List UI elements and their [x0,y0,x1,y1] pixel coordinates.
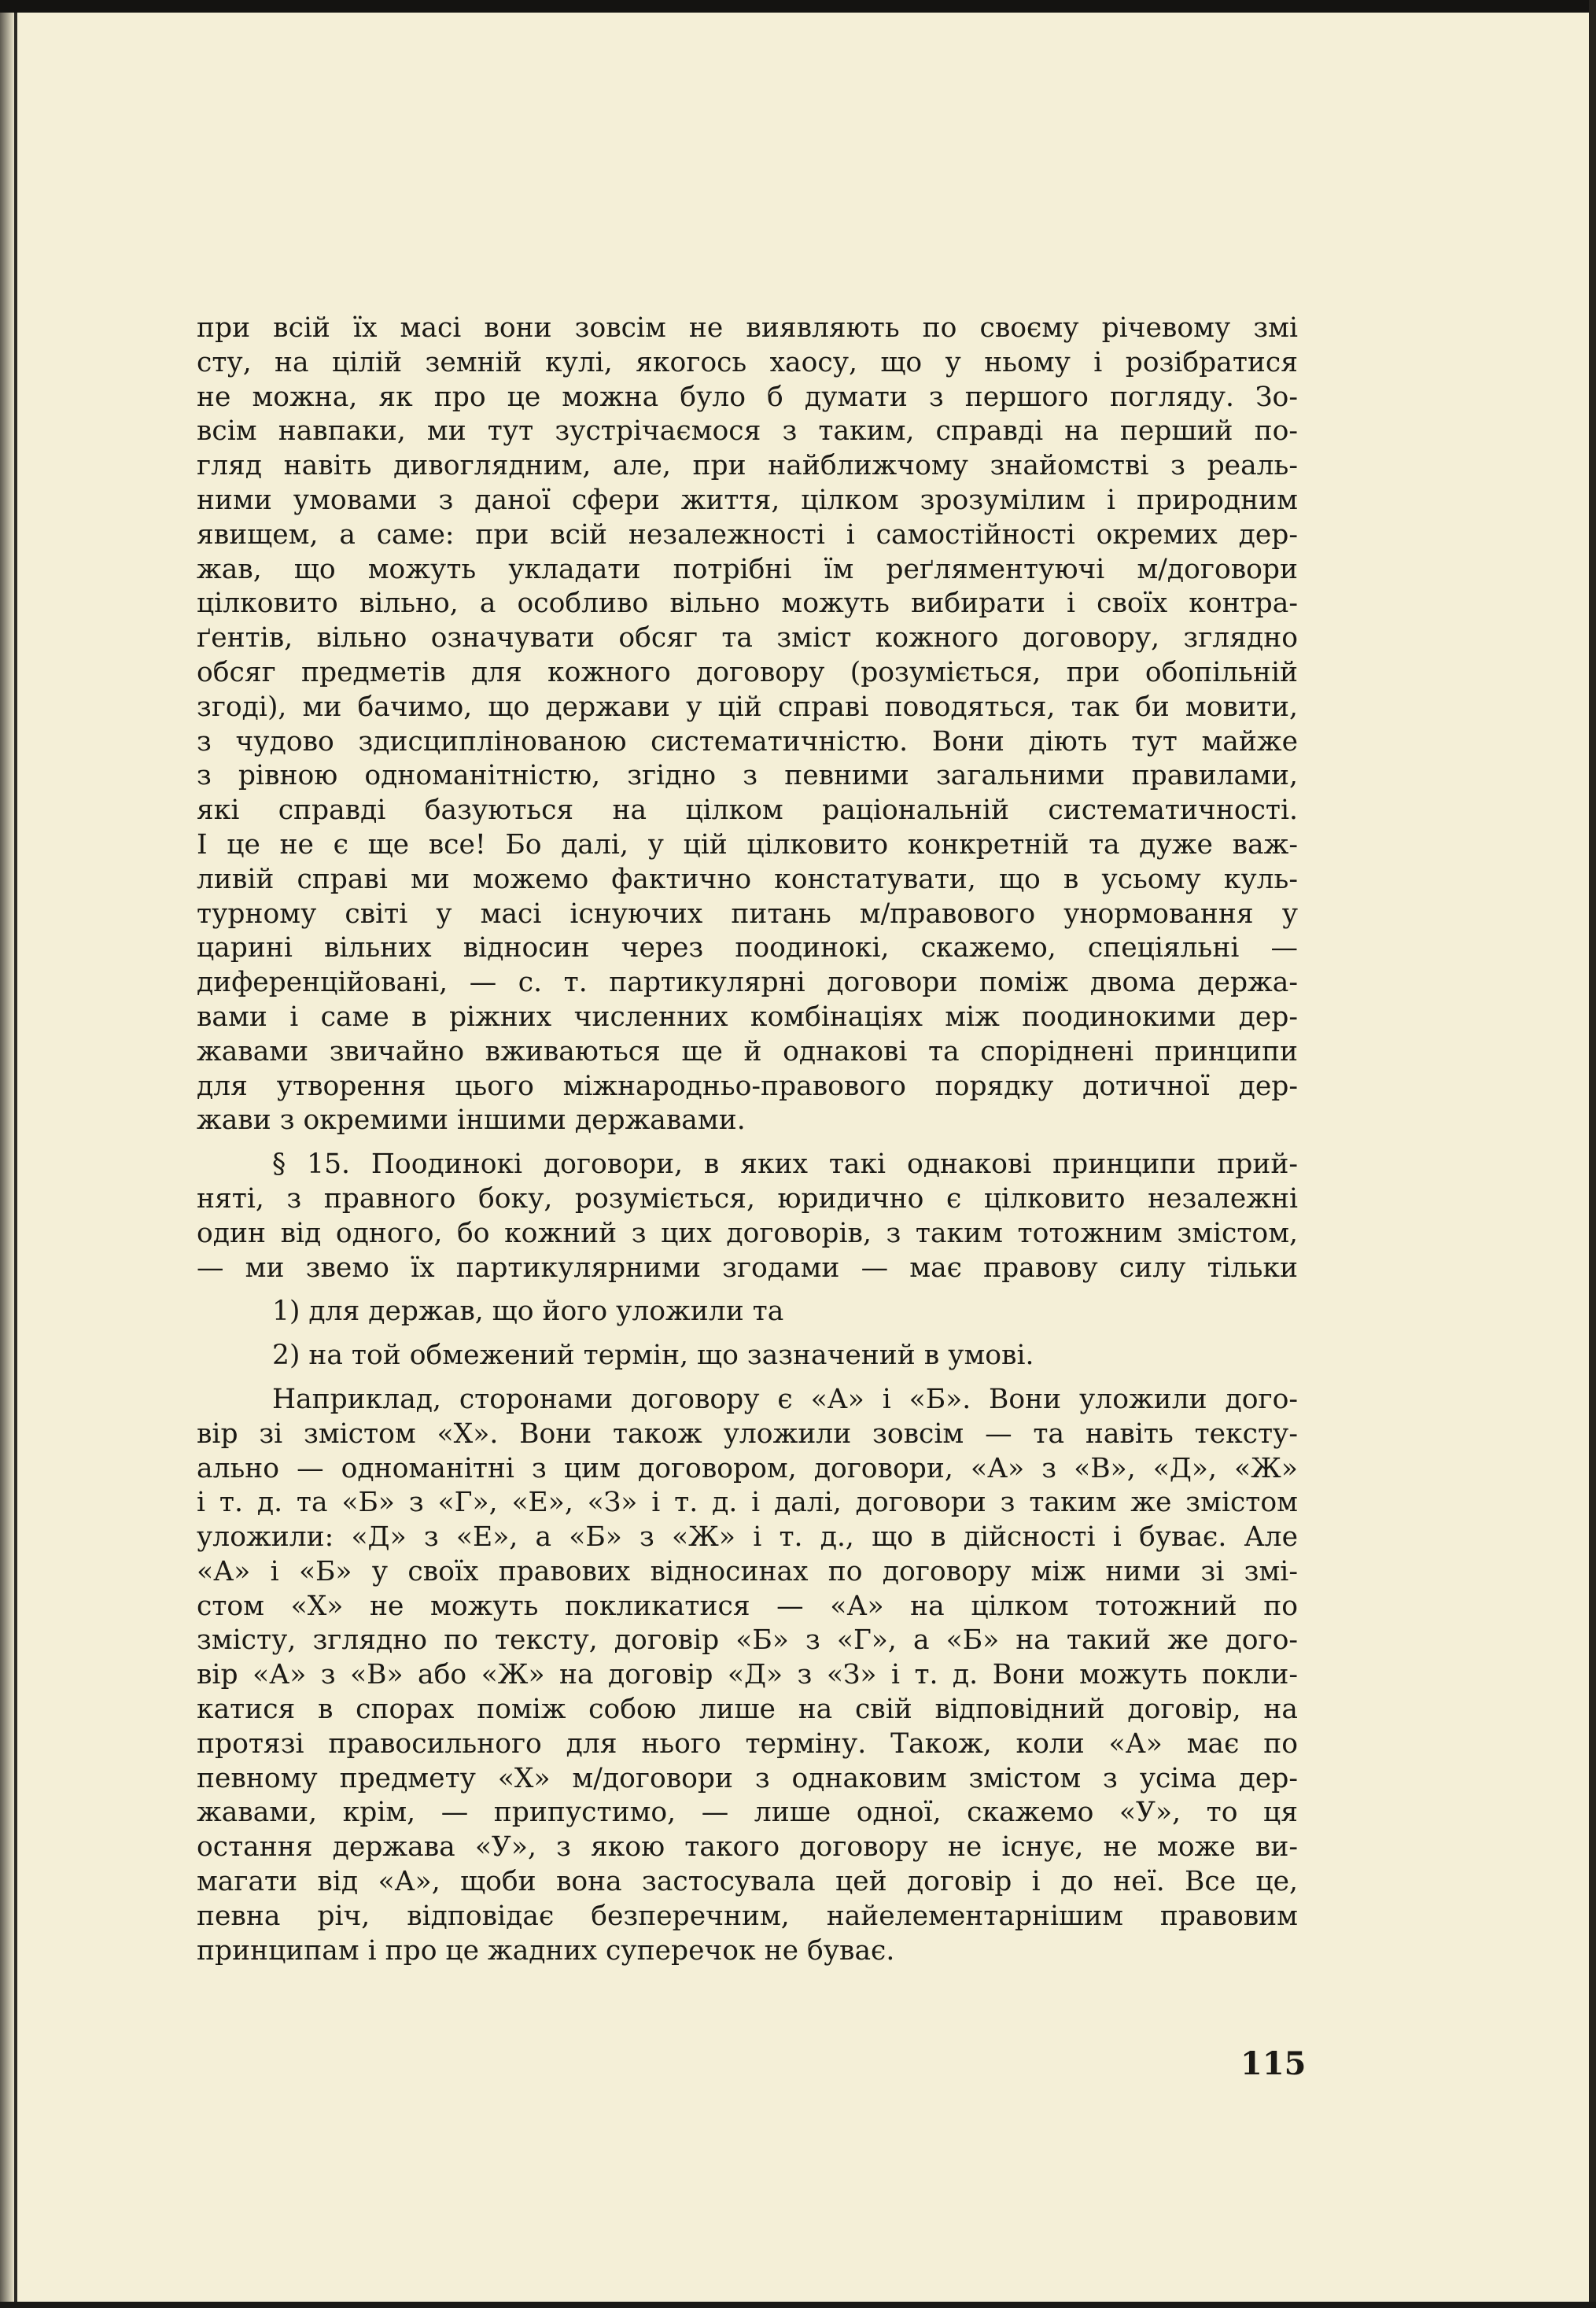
text-line: протязі правосильного для нього терміну. Також, коли «А» має по [197,1727,1298,1760]
text-line: уложили: «Д» з «Е», а «Б» з «Ж» і т. д., що в дійсності і буває. Але [197,1521,1298,1554]
page-bottom-edge [0,2302,1596,2308]
text-line: ними умовами з даної сфери життя, цілком зрозумілим і природним [197,484,1298,516]
text-line: жавами, крім, — припустимо, — лише одної, скажемо «У», то ця [197,1797,1298,1829]
text-line: обсяг предметів для кожного договору (розуміється, при обопільній [197,656,1298,688]
text-line: сту, на цілій земній кулі, якогось хаосу, що у ньому і розібратися [197,346,1298,378]
text-line: катися в спорах поміж собою лише на свій відповідний договір, на [197,1694,1298,1726]
text-line: жави з окремими іншими державами. [197,1104,746,1137]
text-line: І це не є ще все! Бо далі, у цій цілковито конкретній та дуже важ- [197,828,1298,861]
text-line: змісту, зглядно по тексту, договір «Б» з «Г», а «Б» на такий же дого- [197,1624,1298,1657]
text-line: і т. д. та «Б» з «Г», «Е», «З» і т. д. і далі, договори з таким же змістом [197,1487,1298,1519]
page-top-edge [0,0,1596,13]
text-line: магати від «А», щоби вона застосувала цей договір і до неї. Все це, [197,1866,1298,1898]
page-left-edge [14,0,17,2308]
paragraph-1 [197,312,1298,1138]
numbered-list [197,1295,1298,1373]
text-line: жавами звичайно вживаються ще й однакові та споріднені принципи [197,1035,1298,1067]
page-left-shadow [0,0,14,2308]
text-line: гляд навіть дивоглядним, але, при найближчому знайомстві з реаль- [197,450,1298,482]
text-line: вами і саме в ріжних численних комбінаціях між поодинокими дер- [197,1001,1298,1033]
paragraph-3 [197,1383,1298,1969]
text-line: для утворення цього міжнародньо-правового порядку дотичної дер- [197,1070,1298,1102]
text-line: няті, з правного боку, розуміється, юридично є цілковито незалежні [197,1182,1298,1215]
text-line: ґентів, вільно означувати обсяг та зміст кожного договору, зглядно [197,622,1298,654]
text-line: згоді), ми бачимо, що держави у цій справі поводяться, так би мовити, [197,691,1298,723]
text-line: з чудово здисциплінованою систематичністю. Вони діють тут майже [197,725,1298,758]
text-line: «А» і «Б» у своїх правових відносинах по договору між ними зі змі- [197,1555,1298,1587]
text-line: вір «А» з «В» або «Ж» на договір «Д» з «З» і т. д. Вони можуть покли- [197,1659,1298,1691]
text-line: Наприклад, сторонами договору є «А» і «Б». Вони уложили дого- [272,1383,1298,1415]
text-line: остання держава «У», з якою такого договору не існує, не може ви- [197,1831,1298,1864]
page-body [197,312,1298,1968]
text-line: турному світі у масі існуючих питань м/правового унормовання у [197,898,1298,930]
text-line: певному предмету «Х» м/договори з однаковим змістом з усіма дер- [197,1762,1298,1794]
page-right-edge [1589,0,1596,2308]
text-line: всім навпаки, ми тут зустрічаємося з таким, справді на перший по- [197,415,1298,448]
text-line: певна річ, відповідає безперечним, найелементарнішим правовим [197,1900,1298,1932]
text-line: стом «Х» не можуть покликатися — «А» на цілком тотожний по [197,1590,1298,1622]
page-number: 115 [1240,2045,1307,2082]
text-line: принципам і про це жадних суперечок не буває. [197,1934,895,1967]
list-item: 2) на той обмежений термін, що зазначений в умові. [272,1340,1034,1372]
text-line: царині вільних відносин через поодинокі, скажемо, спеціяльні — [197,932,1298,964]
paragraph-2 [197,1148,1298,1285]
text-line: жав, що можуть укладати потрібні їм реґляментуючі м/договори [197,553,1298,585]
section-heading-line: § 15. Поодинокі договори, в яких такі однакові принципи прий- [272,1148,1298,1181]
text-line: не можна, як про це можна було б думати з першого погляду. Зо- [197,381,1298,413]
text-line: вір зі змістом «Х». Вони також уложили зовсім — та навіть тексту- [197,1418,1298,1450]
list-item: 1) для держав, що його уложили та [272,1296,784,1328]
text-line: цілковито вільно, а особливо вільно можуть вибирати і своїх контра- [197,588,1298,620]
text-line: явищем, а саме: при всій незалежності і самостійності окремих дер- [197,518,1298,551]
text-line: ально — одноманітні з цим договором, договори, «А» з «В», «Д», «Ж» [197,1452,1298,1484]
text-line: при всій їх масі вони зовсім не виявляють по своєму річевому змі [197,312,1298,344]
text-line: — ми звемо їх партикулярними згодами — має правову силу тільки [197,1252,1298,1284]
text-line: ливій справі ми можемо фактично констатувати, що в усьому куль- [197,863,1298,895]
text-line: диференційовані, — с. т. партикулярні договори поміж двома держа- [197,967,1298,999]
text-line: які справді базуються на цілком раціональній систематичності. [197,795,1298,827]
text-line: з рівною одноманітністю, згідно з певними загальними правилами, [197,760,1298,792]
text-line: один від одного, бо кожний з цих договорів, з таким тотожним змістом, [197,1217,1298,1249]
